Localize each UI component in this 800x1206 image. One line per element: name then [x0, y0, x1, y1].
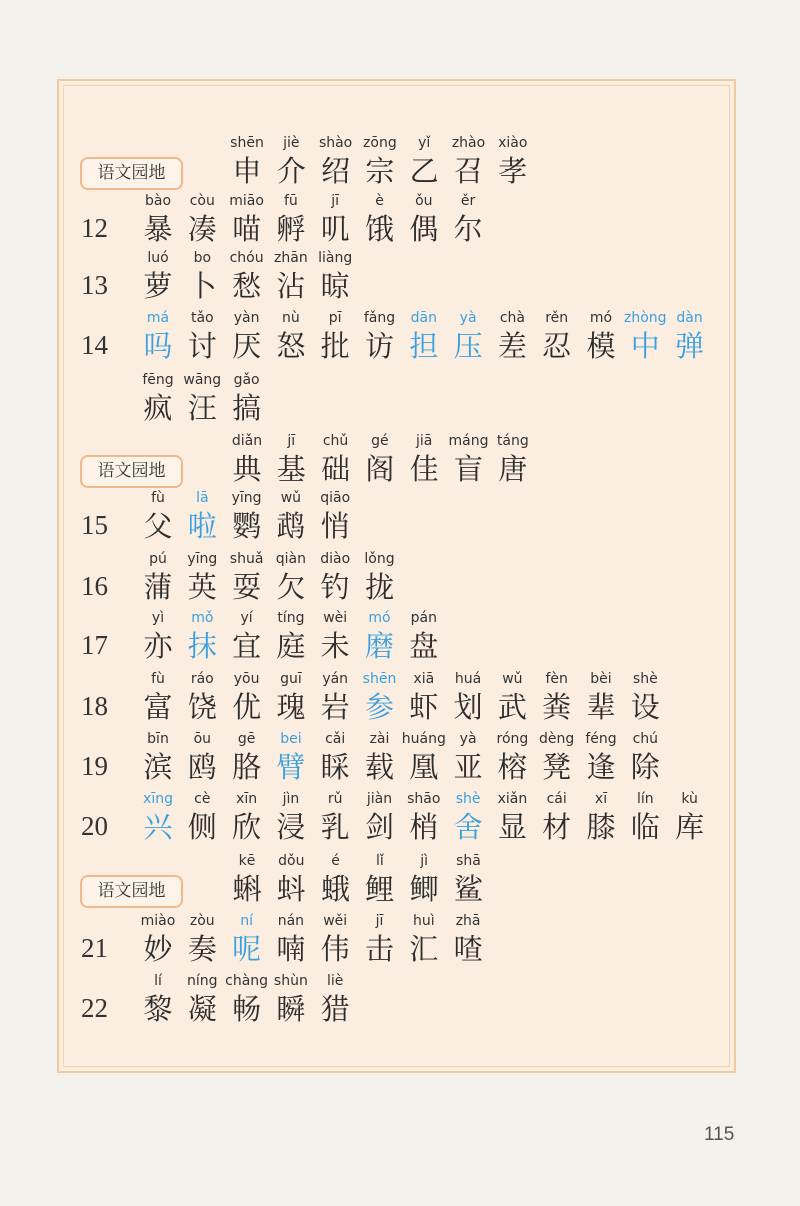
- hanzi-character: 呢: [232, 932, 262, 966]
- hanzi-character: 睬: [320, 750, 350, 784]
- hanzi-character: 奏: [187, 932, 217, 966]
- hanzi-character: 除: [630, 750, 660, 784]
- hanzi-character: 欣: [232, 810, 262, 844]
- hanzi-character: 础: [321, 452, 351, 486]
- hanzi-character: 凝: [187, 992, 217, 1026]
- hanzi-character: 富: [143, 690, 173, 724]
- character-cell: [447, 851, 491, 907]
- pinyin-label: huáng: [401, 731, 446, 747]
- character-cell: [402, 608, 446, 664]
- pinyin-label: wāng: [183, 372, 222, 388]
- character-cell: [313, 971, 357, 1027]
- hanzi-character: 宜: [232, 629, 262, 663]
- lesson-number: 22: [81, 993, 108, 1023]
- hanzi-character: 鸥: [187, 750, 217, 784]
- hanzi-character: 凑: [187, 212, 217, 246]
- pinyin-label: chà: [499, 310, 525, 326]
- pinyin-label: níng: [187, 973, 218, 989]
- pinyin-label: dān: [410, 310, 437, 326]
- pinyin-label: xīng: [143, 791, 173, 807]
- hanzi-character: 蚪: [276, 872, 306, 906]
- pinyin-label: yà: [459, 310, 477, 326]
- hanzi-character: 汇: [409, 932, 439, 966]
- pinyin-label: kù: [681, 791, 698, 807]
- pinyin-label: chóu: [229, 250, 264, 266]
- lesson-number: 18: [81, 691, 108, 721]
- character-cell: [623, 729, 667, 785]
- hanzi-character: 压: [453, 329, 483, 363]
- pinyin-label: jiè: [283, 135, 300, 151]
- pinyin-label: kē: [238, 853, 256, 869]
- character-cell: [313, 488, 357, 544]
- character-cell: [668, 308, 712, 364]
- hanzi-character: 蛾: [321, 872, 351, 906]
- pinyin-label: ǒu: [415, 193, 433, 209]
- hanzi-character: 钓: [320, 570, 350, 604]
- hanzi-character: 访: [364, 329, 394, 363]
- pinyin-label: bīn: [147, 731, 169, 747]
- hanzi-character: 唐: [498, 452, 528, 486]
- hanzi-character: 模: [586, 329, 616, 363]
- pinyin-label: shā: [456, 853, 481, 869]
- pinyin-label: tíng: [277, 610, 305, 626]
- pinyin-label: zhā: [455, 913, 481, 929]
- pinyin-label: còu: [189, 193, 215, 209]
- hanzi-character: 怒: [276, 329, 306, 363]
- character-cell: [358, 549, 402, 605]
- hanzi-character: 差: [497, 329, 527, 363]
- pinyin-label: dèng: [539, 731, 575, 747]
- hanzi-character: 乙: [409, 154, 439, 188]
- hanzi-character: 喵: [232, 212, 262, 246]
- pinyin-label: shè: [632, 671, 658, 687]
- pinyin-label: rǔ: [327, 791, 343, 807]
- hanzi-character: 宗: [365, 154, 395, 188]
- hanzi-character: 弹: [675, 329, 705, 363]
- hanzi-character: 讨: [187, 329, 217, 363]
- pinyin-label: zōng: [363, 135, 397, 151]
- hanzi-character: 臂: [276, 750, 306, 784]
- hanzi-character: 召: [453, 154, 483, 188]
- hanzi-character: 榕: [497, 750, 527, 784]
- hanzi-character: 萝: [143, 269, 173, 303]
- hanzi-character: 盘: [409, 629, 439, 663]
- pinyin-label: qiàn: [275, 551, 306, 567]
- character-cell: [623, 669, 667, 725]
- lesson-number: 16: [81, 571, 108, 601]
- lesson-number: 13: [81, 270, 108, 300]
- hanzi-character: 滨: [143, 750, 173, 784]
- pinyin-label: bèi: [590, 671, 612, 687]
- pinyin-label: zhān: [274, 250, 308, 266]
- pinyin-label: shāo: [407, 791, 441, 807]
- pinyin-label: shùn: [273, 973, 308, 989]
- pinyin-label: xī: [594, 791, 608, 807]
- pinyin-label: yí: [240, 610, 253, 626]
- hanzi-character: 喃: [276, 932, 306, 966]
- hanzi-character: 载: [364, 750, 394, 784]
- hanzi-character: 叽: [320, 212, 350, 246]
- hanzi-character: 愁: [232, 269, 262, 303]
- hanzi-character: 瞬: [276, 992, 306, 1026]
- hanzi-character: 汪: [187, 391, 217, 425]
- hanzi-character: 喳: [453, 932, 483, 966]
- pinyin-label: nán: [277, 913, 305, 929]
- pinyin-label: miào: [140, 913, 176, 929]
- section-tag-yuwen-yuandi: 语文园地: [80, 455, 183, 488]
- pinyin-label: liè: [326, 973, 344, 989]
- hanzi-character: 逢: [586, 750, 616, 784]
- pinyin-label: ěr: [460, 193, 476, 209]
- hanzi-character: 孵: [276, 212, 306, 246]
- pinyin-label: xīn: [236, 791, 258, 807]
- pinyin-label: fǎng: [363, 310, 396, 326]
- pinyin-label: wǔ: [280, 490, 302, 506]
- pinyin-label: wěi: [323, 913, 348, 929]
- pinyin-label: fēng: [142, 372, 174, 388]
- pinyin-label: yīng: [187, 551, 218, 567]
- hanzi-character: 虾: [409, 690, 439, 724]
- hanzi-character: 饶: [187, 690, 217, 724]
- pinyin-label: huá: [454, 671, 482, 687]
- hanzi-character: 岩: [320, 690, 350, 724]
- character-cell: [668, 789, 712, 845]
- pinyin-label: gǎo: [233, 372, 260, 388]
- character-cell: [313, 248, 357, 304]
- pinyin-label: yǐ: [418, 135, 431, 151]
- pinyin-label: yīng: [231, 490, 262, 506]
- hanzi-character: 击: [364, 932, 394, 966]
- hanzi-character: 饿: [364, 212, 394, 246]
- hanzi-character: 材: [542, 810, 572, 844]
- hanzi-character: 浸: [276, 810, 306, 844]
- hanzi-character: 尔: [453, 212, 483, 246]
- pinyin-label: yà: [459, 731, 477, 747]
- hanzi-character: 亦: [143, 629, 173, 663]
- lesson-number: 19: [81, 751, 108, 781]
- pinyin-label: jiàn: [366, 791, 393, 807]
- pinyin-label: mǒ: [191, 610, 214, 626]
- lesson-number: 15: [81, 510, 108, 540]
- hanzi-character: 辈: [586, 690, 616, 724]
- pinyin-label: gé: [371, 433, 389, 449]
- pinyin-label: fù: [151, 671, 165, 687]
- hanzi-character: 鲫: [409, 872, 439, 906]
- hanzi-character: 凳: [542, 750, 572, 784]
- pinyin-label: diǎn: [231, 433, 263, 449]
- pinyin-label: cǎi: [325, 731, 346, 747]
- hanzi-character: 鲨: [453, 872, 483, 906]
- hanzi-character: 乳: [320, 810, 350, 844]
- hanzi-character: 鹦: [232, 509, 262, 543]
- hanzi-character: 胳: [232, 750, 262, 784]
- pinyin-label: jì: [420, 853, 429, 869]
- character-cell: [446, 191, 490, 247]
- hanzi-character: 侧: [187, 810, 217, 844]
- hanzi-character: 介: [276, 154, 306, 188]
- hanzi-character: 批: [320, 329, 350, 363]
- hanzi-character: 父: [143, 509, 173, 543]
- hanzi-character: 伟: [320, 932, 350, 966]
- hanzi-character: 英: [187, 570, 217, 604]
- pinyin-label: luó: [147, 250, 169, 266]
- pinyin-label: tǎo: [190, 310, 214, 326]
- pinyin-label: lí: [154, 973, 162, 989]
- hanzi-character: 划: [453, 690, 483, 724]
- lesson-number: 20: [81, 811, 108, 841]
- pinyin-label: shào: [318, 135, 353, 151]
- hanzi-character: 蝌: [232, 872, 262, 906]
- pinyin-label: xiǎn: [497, 791, 528, 807]
- pinyin-label: diào: [320, 551, 351, 567]
- character-cell: [491, 133, 535, 189]
- lesson-number: 21: [81, 933, 108, 963]
- hanzi-character: 晾: [320, 269, 350, 303]
- pinyin-label: jī: [331, 193, 340, 209]
- hanzi-character: 畅: [232, 992, 262, 1026]
- hanzi-character: 中: [630, 329, 660, 363]
- pinyin-label: róng: [496, 731, 529, 747]
- hanzi-character: 抹: [187, 629, 217, 663]
- pinyin-label: wǔ: [502, 671, 523, 687]
- pinyin-label: chú: [632, 731, 659, 747]
- pinyin-label: má: [146, 310, 170, 326]
- pinyin-label: shè: [455, 791, 481, 807]
- hanzi-character: 鹉: [276, 509, 306, 543]
- pinyin-label: yì: [151, 610, 165, 626]
- pinyin-label: miāo: [229, 193, 264, 209]
- pinyin-label: fū: [283, 193, 298, 209]
- hanzi-character: 绍: [321, 154, 351, 188]
- hanzi-character: 担: [409, 329, 439, 363]
- hanzi-character: 偶: [409, 212, 439, 246]
- hanzi-character: 显: [497, 810, 527, 844]
- pinyin-label: fù: [151, 490, 165, 506]
- hanzi-character: 忍: [542, 329, 572, 363]
- pinyin-label: táng: [496, 433, 529, 449]
- pinyin-label: lǒng: [364, 551, 395, 567]
- character-table-panel: [57, 79, 736, 1073]
- hanzi-character: 耍: [232, 570, 262, 604]
- hanzi-character: 剑: [364, 810, 394, 844]
- hanzi-character: 拢: [364, 570, 394, 604]
- hanzi-character: 亚: [453, 750, 483, 784]
- pinyin-label: zhào: [451, 135, 486, 151]
- hanzi-character: 梢: [409, 810, 439, 844]
- pinyin-label: xiā: [413, 671, 435, 687]
- hanzi-character: 膝: [586, 810, 616, 844]
- pinyin-label: yán: [322, 671, 349, 687]
- hanzi-character: 武: [497, 690, 527, 724]
- hanzi-character: 库: [675, 810, 705, 844]
- pinyin-label: jī: [375, 913, 384, 929]
- hanzi-character: 搞: [232, 391, 262, 425]
- hanzi-character: 蒲: [143, 570, 173, 604]
- hanzi-character: 疯: [143, 391, 173, 425]
- hanzi-character: 佳: [409, 452, 439, 486]
- pinyin-label: mó: [368, 610, 391, 626]
- hanzi-character: 鲤: [365, 872, 395, 906]
- pinyin-label: pú: [149, 551, 167, 567]
- pinyin-label: zhòng: [624, 310, 667, 326]
- pinyin-label: pán: [410, 610, 437, 626]
- pinyin-label: ōu: [193, 731, 212, 747]
- hanzi-character: 申: [232, 154, 262, 188]
- hanzi-character: 猎: [320, 992, 350, 1026]
- pinyin-label: xiào: [498, 135, 528, 151]
- character-cell: [491, 431, 535, 487]
- lesson-number: 14: [81, 330, 108, 360]
- hanzi-character: 欠: [276, 570, 306, 604]
- pinyin-label: yōu: [233, 671, 260, 687]
- pinyin-label: lā: [196, 490, 209, 506]
- pinyin-label: fèn: [545, 671, 568, 687]
- hanzi-character: 兴: [143, 810, 173, 844]
- pinyin-label: shēn: [362, 671, 397, 687]
- pinyin-label: huì: [412, 913, 435, 929]
- hanzi-character: 盲: [453, 452, 483, 486]
- pinyin-label: bo: [193, 250, 212, 266]
- hanzi-character: 凰: [409, 750, 439, 784]
- hanzi-character: 瑰: [276, 690, 306, 724]
- lesson-number: 12: [81, 213, 108, 243]
- pinyin-label: mó: [589, 310, 613, 326]
- hanzi-character: 优: [232, 690, 262, 724]
- hanzi-character: 基: [276, 452, 306, 486]
- pinyin-label: nù: [282, 310, 300, 326]
- hanzi-character: 未: [320, 629, 350, 663]
- pinyin-label: máng: [448, 433, 489, 449]
- section-tag-yuwen-yuandi: 语文园地: [80, 157, 183, 190]
- hanzi-character: 磨: [364, 629, 394, 663]
- pinyin-label: jiā: [416, 433, 433, 449]
- character-cell: [225, 370, 269, 426]
- hanzi-character: 设: [630, 690, 660, 724]
- hanzi-character: 卜: [187, 269, 217, 303]
- pinyin-label: jī: [287, 433, 296, 449]
- hanzi-character: 妙: [143, 932, 173, 966]
- pinyin-label: ráo: [190, 671, 214, 687]
- hanzi-character: 阁: [365, 452, 395, 486]
- pinyin-label: lín: [636, 791, 654, 807]
- hanzi-character: 庭: [276, 629, 306, 663]
- pinyin-label: zòu: [189, 913, 215, 929]
- hanzi-character: 孝: [498, 154, 528, 188]
- hanzi-character: 黎: [143, 992, 173, 1026]
- pinyin-label: qiāo: [320, 490, 351, 506]
- pinyin-label: dǒu: [278, 853, 305, 869]
- pinyin-label: yàn: [233, 310, 260, 326]
- character-cell: [446, 911, 490, 967]
- pinyin-label: è: [375, 193, 384, 209]
- pinyin-label: cái: [546, 791, 567, 807]
- hanzi-character: 临: [630, 810, 660, 844]
- pinyin-label: féng: [585, 731, 617, 747]
- pinyin-label: jìn: [282, 791, 300, 807]
- pinyin-label: guī: [280, 671, 302, 687]
- pinyin-label: ní: [240, 913, 253, 929]
- page-number: 115: [704, 1124, 735, 1145]
- pinyin-label: rěn: [545, 310, 569, 326]
- hanzi-character: 啦: [187, 509, 217, 543]
- pinyin-label: gē: [237, 731, 256, 747]
- pinyin-label: pī: [328, 310, 342, 326]
- hanzi-character: 参: [364, 690, 394, 724]
- pinyin-label: wèi: [323, 610, 348, 626]
- pinyin-label: chàng: [225, 973, 269, 989]
- hanzi-character: 厌: [232, 329, 262, 363]
- pinyin-label: bào: [144, 193, 172, 209]
- section-tag-yuwen-yuandi: 语文园地: [80, 875, 183, 908]
- pinyin-label: shēn: [230, 135, 264, 151]
- pinyin-label: chǔ: [322, 433, 349, 449]
- hanzi-character: 吗: [143, 329, 173, 363]
- hanzi-character: 暴: [143, 212, 173, 246]
- hanzi-character: 沾: [276, 269, 306, 303]
- pinyin-label: bei: [280, 731, 302, 747]
- pinyin-label: zài: [369, 731, 390, 747]
- pinyin-label: é: [331, 853, 340, 869]
- hanzi-character: 悄: [320, 509, 350, 543]
- pinyin-label: lǐ: [376, 853, 384, 869]
- hanzi-character: 舍: [453, 810, 483, 844]
- lesson-number: 17: [81, 630, 108, 660]
- hanzi-character: 粪: [542, 690, 572, 724]
- pinyin-label: shuǎ: [229, 551, 264, 567]
- pinyin-label: cè: [194, 791, 211, 807]
- pinyin-label: liàng: [318, 250, 353, 266]
- hanzi-character: 典: [232, 452, 262, 486]
- pinyin-label: dàn: [676, 310, 703, 326]
